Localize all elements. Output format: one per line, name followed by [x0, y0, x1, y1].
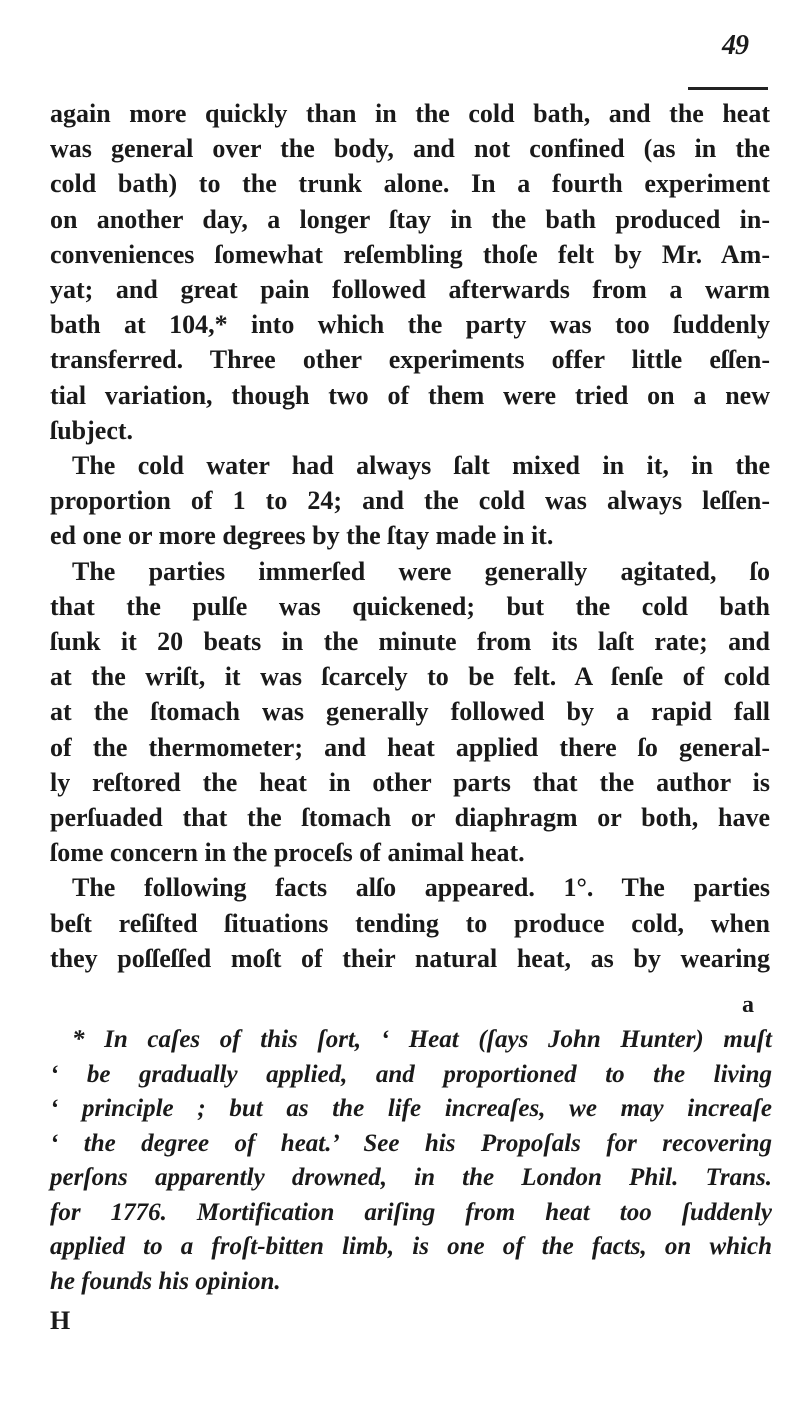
footnote-line: perſons apparently drowned, in the London Phil. Trans. [50, 1164, 772, 1191]
footnote-line: * In caſes of this ſort, ‘ Heat (ſays John Hunter) muſt [72, 1026, 772, 1053]
catchword: a [742, 992, 754, 1018]
footnote-line: for 1776. Mortification ariſing from heat too ſuddenly [50, 1198, 772, 1226]
body-line: on another day, a longer ſtay in the bath produced in- [50, 204, 770, 234]
body-line: again more quickly than in the cold bath, and the heat [50, 99, 770, 128]
body-line: at the wriſt, it was ſcarcely to be felt. A ſenſe of cold [50, 662, 770, 692]
body-line: that the pulſe was quickened; but the cold bath [50, 591, 770, 621]
body-line: they poſſeſſed moſt of their natural heat, as by wearing [50, 943, 770, 973]
footnote-line: ‘ be gradually applied, and proportioned to the living [50, 1060, 772, 1088]
body-line: ſunk it 20 beats in the minute from its laſt rate; and [50, 627, 770, 657]
body-line: The parties immerſed were generally agitated, ſo [72, 556, 770, 586]
body-line: perſuaded that the ſtomach or diaphragm or both, have [50, 803, 770, 833]
footnote-line: ‘ the degree of heat.’ See his Propoſals for recovering [50, 1129, 772, 1157]
body-text [50, 96, 770, 976]
body-line: conveniences ſomewhat reſembling thoſe felt by Mr. Am- [50, 239, 770, 269]
footnote-line: ‘ principle ; but as the life increaſes, we may increaſe [50, 1095, 772, 1122]
body-line: was general over the body, and not confined (as in the [50, 134, 770, 164]
footnote-line: he founds his opinion. [50, 1267, 281, 1295]
body-line: transferred. Three other experiments offer little eſſen- [50, 345, 770, 375]
body-line: cold bath) to the trunk alone. In a fourth experiment [50, 169, 770, 199]
page-number: 49 [722, 30, 748, 61]
body-line: tial variation, though two of them were tried on a new [50, 380, 770, 410]
footnote [50, 1023, 772, 1299]
footnote-line: applied to a froſt-bitten limb, is one of the facts, on which [50, 1233, 772, 1260]
header-rule [688, 87, 768, 90]
body-line: yat; and great pain followed afterwards from a warm [50, 275, 770, 305]
body-line: at the ſtomach was generally followed by a rapid fall [50, 697, 770, 727]
signature-mark: H [50, 1306, 71, 1335]
body-line: ly reſtored the heat in other parts that the author is [50, 767, 770, 797]
body-line: ſome concern in the proceſs of animal heat. [50, 838, 525, 868]
body-line: proportion of 1 to 24; and the cold was always leſſen- [50, 486, 770, 516]
body-line: bath at 104,* into which the party was too ſuddenly [50, 310, 770, 340]
body-line: The following facts alſo appeared. 1°. The parties [72, 873, 770, 903]
body-line: of the thermometer; and heat applied there ſo general- [50, 732, 770, 762]
body-line: ſubject. [50, 415, 134, 445]
body-line: The cold water had always ſalt mixed in it, in the [72, 451, 770, 481]
body-line: beſt reſiſted ſituations tending to produce cold, when [50, 908, 770, 938]
body-line: ed one or more degrees by the ſtay made in it. [50, 521, 554, 551]
